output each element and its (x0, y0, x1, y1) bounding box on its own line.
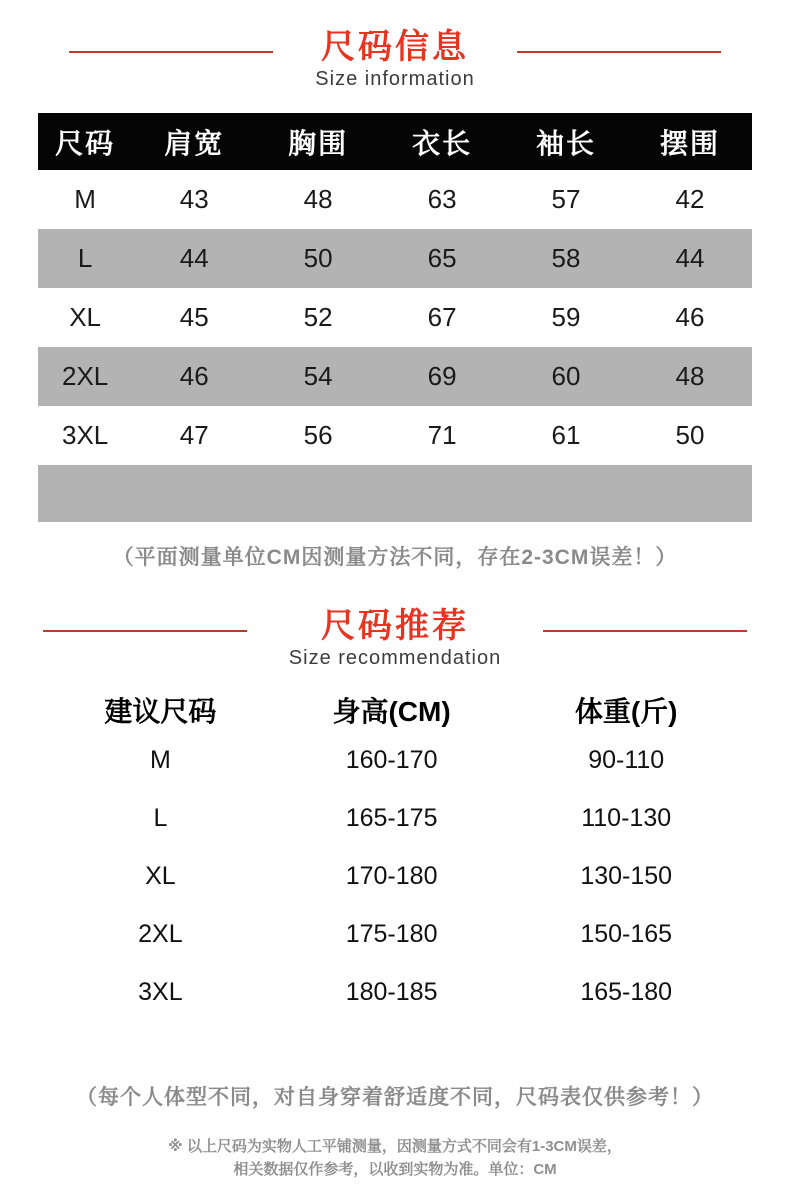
cell: 61 (551, 420, 581, 450)
cell: 90-110 (588, 745, 665, 774)
cell: L (153, 803, 168, 832)
cell: 50 (675, 420, 705, 450)
recommend-table-header-row (55, 689, 735, 731)
cell: L (77, 243, 93, 273)
size-info-title-cn: 尺码信息 (321, 28, 469, 66)
cell: 48 (675, 361, 705, 391)
size-recommend-title-cn: 尺码推荐 (321, 607, 469, 645)
measure-tolerance-note: （平面测量单位CM因测量方法不同，存在2-3CM误差！） (112, 546, 678, 569)
cell: 175-180 (345, 919, 438, 948)
cell: 3XL (61, 420, 109, 450)
table-row-empty (38, 465, 752, 522)
cell: 180-185 (345, 977, 438, 1006)
header-cell-sleeve: 袖长 (536, 127, 597, 159)
cell: 42 (675, 184, 705, 214)
table-row-3xl (38, 406, 752, 465)
cell: 59 (551, 302, 581, 332)
cell: 2XL (61, 361, 109, 391)
header-cell-size: 尺码 (55, 127, 116, 159)
header-cell-weight: 体重(斤) (574, 696, 678, 727)
cell: 58 (551, 243, 581, 273)
cell: 63 (427, 184, 457, 214)
footer-line-2: 相关数据仅作参考，以收到实物为准。单位：CM (233, 1161, 557, 1178)
decorative-line-right (517, 51, 721, 53)
recommend-row-m (55, 731, 735, 789)
cell: 50 (303, 243, 333, 273)
recommend-row-xl (55, 847, 735, 905)
header-cell-shoulder: 肩宽 (164, 127, 225, 159)
cell: 150-165 (580, 919, 673, 948)
cell: 52 (303, 302, 333, 332)
header-cell-length: 衣长 (412, 127, 473, 159)
decorative-line-right (543, 630, 747, 632)
footer-line-1: ※ 以上尺码为实物人工平铺测量，因测量方式不同会有1-3CM误差， (168, 1138, 622, 1155)
header-cell-chest: 胸围 (288, 127, 349, 159)
cell: M (149, 745, 171, 774)
cell: 165-180 (580, 977, 673, 1006)
table-row-m (38, 170, 752, 229)
cell: 60 (551, 361, 581, 391)
cell: 48 (303, 184, 333, 214)
decorative-line-left (43, 630, 247, 632)
cell: M (74, 184, 96, 214)
cell: 71 (427, 420, 457, 450)
cell: 2XL (138, 919, 183, 948)
cell: 44 (179, 243, 209, 273)
cell: 69 (427, 361, 457, 391)
size-table-header-row (38, 113, 752, 170)
cell: 45 (179, 302, 209, 332)
size-info-title-en: Size information (315, 68, 475, 90)
recommend-table (55, 689, 735, 1021)
table-row-2xl (38, 347, 752, 406)
fit-reference-note: （每个人体型不同，对自身穿着舒适度不同，尺码表仅供参考！） (76, 1086, 714, 1109)
cell: 130-150 (580, 861, 673, 890)
cell: 47 (179, 420, 209, 450)
size-table (38, 113, 752, 522)
cell: XL (145, 861, 176, 890)
cell: 170-180 (345, 861, 438, 890)
recommend-row-3xl (55, 963, 735, 1021)
table-row-xl (38, 288, 752, 347)
cell: 56 (303, 420, 333, 450)
cell: 165-175 (345, 803, 438, 832)
footer-disclaimer (0, 1135, 790, 1181)
size-info-header (0, 0, 790, 92)
cell: 43 (179, 184, 209, 214)
size-info-title-block (315, 28, 474, 92)
header-cell-height: 身高(CM) (332, 696, 451, 727)
cell: XL (69, 302, 102, 332)
cell: 110-130 (581, 803, 672, 832)
cell: 46 (179, 361, 209, 391)
cell: 46 (675, 302, 705, 332)
size-recommend-title-en: Size recommendation (288, 647, 502, 669)
cell: 54 (303, 361, 333, 391)
table-row-l (38, 229, 752, 288)
cell: 65 (427, 243, 457, 273)
cell: 3XL (138, 977, 183, 1006)
recommend-row-2xl (55, 905, 735, 963)
cell: 160-170 (345, 745, 438, 774)
cell: 44 (675, 243, 705, 273)
header-cell-suggested-size: 建议尺码 (104, 696, 217, 727)
cell: 57 (551, 184, 581, 214)
size-recommend-header (0, 607, 790, 671)
recommend-row-l (55, 789, 735, 847)
cell: 67 (427, 302, 457, 332)
decorative-line-left (69, 51, 273, 53)
size-recommend-title-block (289, 607, 501, 671)
header-cell-hem: 摆围 (659, 127, 720, 159)
